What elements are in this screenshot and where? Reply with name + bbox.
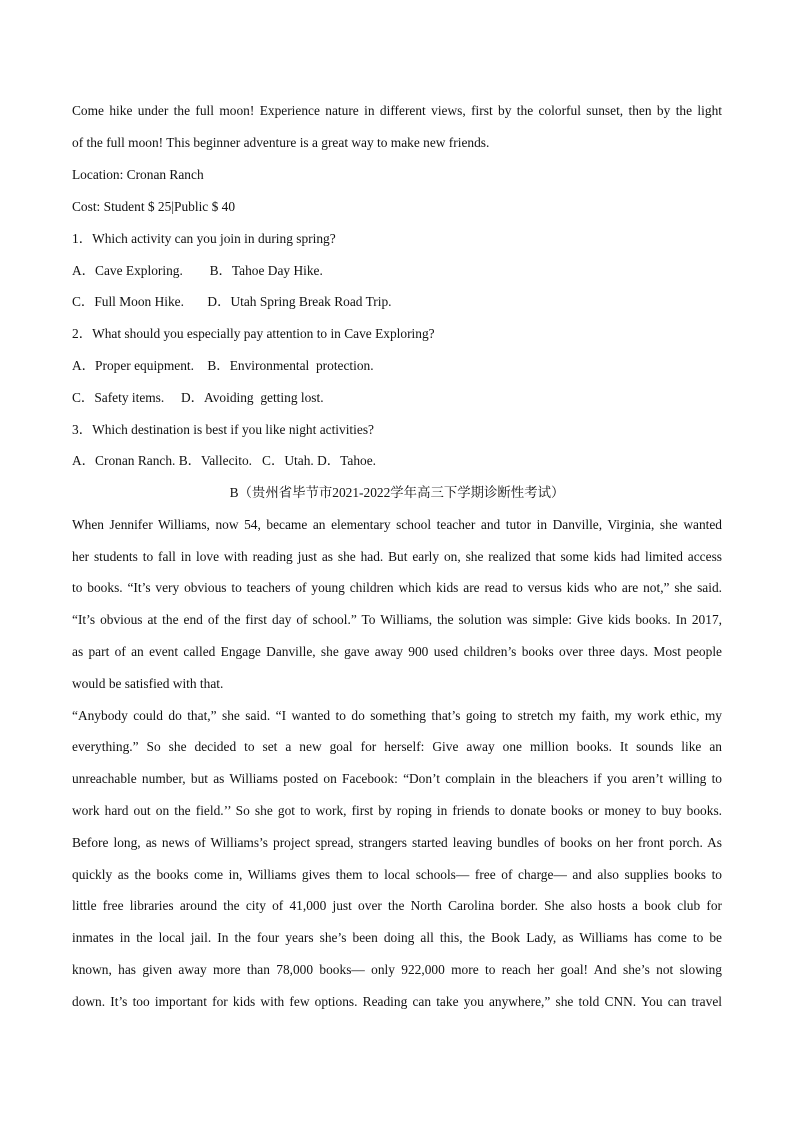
passage-b-line: “Anybody could do that,” she said. “I wanted to do something that’s going to stretch my faith, my work ethic, my xyxy=(72,708,722,723)
passage-b-line: everything.” So she decided to set a new goal for herself: Give away one million books. It sounds like an xyxy=(72,739,722,754)
passage-b-line: her students to fall in love with reading just as she had. But early on, she realized that some kids had limited access xyxy=(72,549,722,564)
location-line: Location: Cronan Ranch xyxy=(72,167,204,182)
question-3-stem: 3．Which destination is best if you like night activities? xyxy=(72,422,374,437)
question-1-options-line-1: A．Cave Exploring. B．Tahoe Day Hike. xyxy=(72,263,323,278)
passage-b-heading: B（贵州省毕节市2021-2022学年高三下学期诊断性考试） xyxy=(229,485,565,500)
question-1-options-line-2: C．Full Moon Hike. D．Utah Spring Break Road Trip. xyxy=(72,294,392,309)
passage-b-line: would be satisfied with that. xyxy=(72,676,224,691)
passage-b-line: When Jennifer Williams, now 54, became an elementary school teacher and tutor in Danville, Virginia, she wanted xyxy=(72,517,722,532)
passage-b-line: work hard out on the field.’’ So she got to work, first by roping in friends to donate books or money to buy books. xyxy=(72,803,722,818)
passage-b-line: Before long, as news of Williams’s project spread, strangers started leaving bundles of books on her front porch. As xyxy=(72,835,722,850)
passage-b-line: down. It’s too important for kids with few options. Reading can take you anywhere,” she told CNN. You can travel xyxy=(72,994,722,1009)
passage-b-line: as part of an event called Engage Danville, she gave away 900 used children’s books over three days. Most people xyxy=(72,644,722,659)
passage-b-line: unreachable number, but as Williams posted on Facebook: “Don’t complain in the bleachers if you aren’t willing to xyxy=(72,771,722,786)
passage-a-intro-line-1: Come hike under the full moon! Experience nature in different views, first by the colorful sunset, then by the light xyxy=(72,103,722,118)
passage-b-line: to books. “It’s very obvious to teachers of young children which kids are read to versus kids who are not,” she said. xyxy=(72,580,722,595)
passage-b-line: known, has given away more than 78,000 books— only 922,000 more to reach her goal! And she’s not slowing xyxy=(72,962,722,977)
question-2-stem: 2．What should you especially pay attention to in Cave Exploring? xyxy=(72,326,435,341)
question-3-options-line-1: A．Cronan Ranch. B．Vallecito. C．Utah. D．Tahoe. xyxy=(72,453,377,468)
question-2-options-line-2: C．Safety items. D．Avoiding getting lost. xyxy=(72,390,324,405)
passage-b-line: “It’s obvious at the end of the first day of school.” To Williams, the solution was simple: Give kids books. In 2017, xyxy=(72,612,722,627)
cost-line: Cost: Student $ 25|Public $ 40 xyxy=(72,199,236,214)
passage-a-intro-line-2: of the full moon! This beginner adventure is a great way to make new friends. xyxy=(72,135,490,150)
question-2-options-line-1: A．Proper equipment. B．Environmental protection. xyxy=(72,358,374,373)
passage-b-line: little free libraries around the city of 41,000 just over the North Carolina border. She also hosts a book club for xyxy=(72,898,722,913)
passage-b-line: quickly as the books come in, Williams gives them to local schools— free of charge— and also supplies books to xyxy=(72,867,722,882)
passage-b-line: inmates in the local jail. In the four years she’s been doing all this, the Book Lady, as Williams has come to be xyxy=(72,930,722,945)
question-1-stem: 1．Which activity can you join in during spring? xyxy=(72,231,336,246)
